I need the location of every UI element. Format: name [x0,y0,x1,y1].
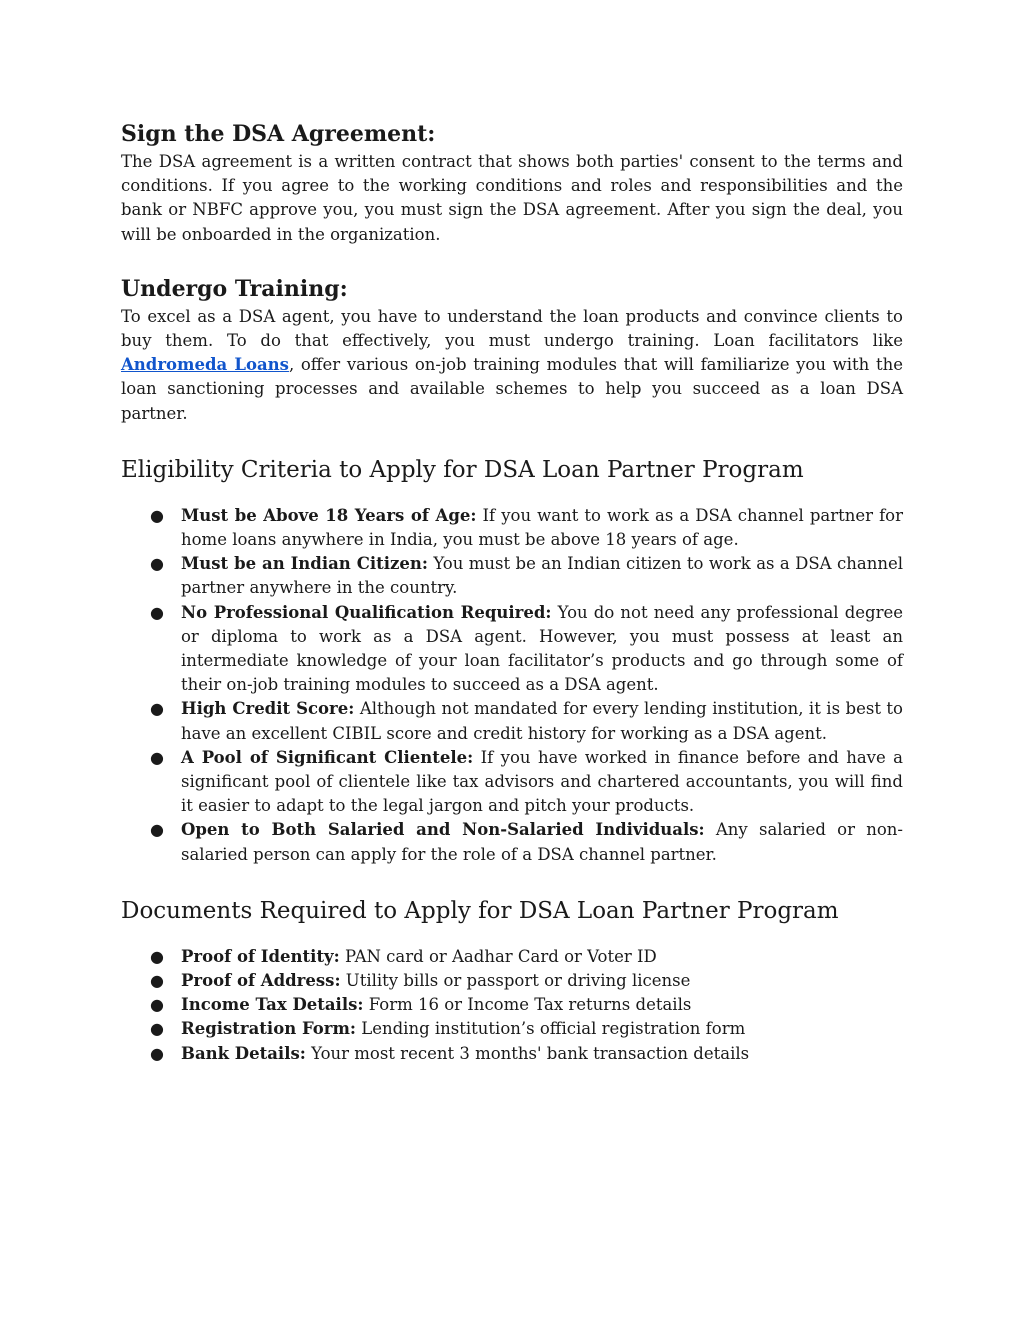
list-item [121,969,903,993]
andromeda-loans-link[interactable]: Andromeda Loans [121,355,289,375]
bullet-icon: ● [150,820,164,840]
list-item [121,993,903,1017]
sign-agreement-title: Sign the DSA Agreement: [121,121,436,147]
item-label: Bank Details: [181,1043,306,1063]
item-label: Must be an Indian Citizen: [181,554,428,574]
list-item [121,818,903,866]
item-label: No Professional Qualification Required: [181,602,552,622]
training-text-before: To excel as a DSA agent, you have to understand the loan products and convince clients to buy them. To do that effectively, you must undergo training. Loan facilitators like [121,306,903,351]
list-item [121,1042,903,1066]
item-text: Lending institution’s official registration form [356,1019,746,1039]
item-label: Open to Both Salaried and Non-Salaried Individuals: [181,820,705,840]
item-text: PAN card or Aadhar Card or Voter ID [339,946,657,966]
training-text-after: , offer various on-job training modules that will familiarize you with the loan sanctioning processes and available schemes to help you succeed as a loan DSA partner. [121,355,903,423]
bullet-icon: ● [150,505,164,525]
bullet-icon: ● [150,747,164,767]
item-text: Form 16 or Income Tax returns details [363,995,692,1015]
list-item [121,697,903,745]
item-label: Proof of Address: [181,971,341,991]
training-title: Undergo Training: [121,275,348,302]
list-item [121,601,903,698]
item-text: Your most recent 3 months' bank transaction details [305,1043,750,1063]
training-text [121,305,903,426]
list-item [121,504,903,552]
item-text: If you want to work as a DSA channel partner for home loans anywhere in India, you must be above 18 years of age. [181,505,903,550]
list-item [121,945,903,969]
bullet-icon: ● [150,971,164,991]
item-text: You must be an Indian citizen to work as a DSA channel partner anywhere in the country. [181,554,903,598]
list-item [121,552,903,600]
bullet-icon: ● [150,946,164,966]
item-label: A Pool of Significant Clientele: [181,747,474,767]
bullet-icon: ● [150,602,164,622]
sign-agreement-text: The DSA agreement is a written contract that shows both parties' consent to the terms and conditions. If you agree to the working conditions and roles and responsibilities and the bank or NBFC approve you, you must sign the DSA agreement. After you sign the deal, you will be onboarded in the organization. [121,152,903,244]
documents-list [121,945,903,1066]
list-item [121,1017,903,1041]
item-label: Registration Form: [181,1019,357,1039]
item-text: If you have worked in finance before and have a significant pool of clientele like tax advisors and chartered accountants, you will find it easier to adapt to the legal jargon and pitch your products. [181,747,903,816]
item-text: Utility bills or passport or driving license [340,971,691,991]
item-text: Any salaried or non-salaried person can apply for the role of a DSA channel partner. [181,820,903,864]
item-text: Although not mandated for every lending institution, it is best to have an excellent CIBIL score and credit history for working as a DSA agent. [181,699,903,743]
eligibility-list [121,504,903,867]
item-text: You do not need any professional degree or diploma to work as a DSA agent. However, you must possess at least an intermediate knowledge of your loan facilitator’s products and go through some of their on-job training modules to succeed as a DSA agent. [181,602,904,695]
item-label: Income Tax Details: [181,995,364,1015]
list-item [121,746,903,819]
bullet-icon: ● [150,554,164,574]
documents-heading: Documents Required to Apply for DSA Loan Partner Program [121,897,839,924]
eligibility-heading: Eligibility Criteria to Apply for DSA Loan Partner Program [121,456,804,483]
bullet-icon: ● [150,995,164,1015]
bullet-icon: ● [150,1043,164,1063]
item-label: High Credit Score: [181,699,355,719]
item-label: Must be Above 18 Years of Age: [181,505,477,525]
bullet-icon: ● [150,1019,164,1039]
item-label: Proof of Identity: [181,946,340,966]
bullet-icon: ● [150,699,164,719]
